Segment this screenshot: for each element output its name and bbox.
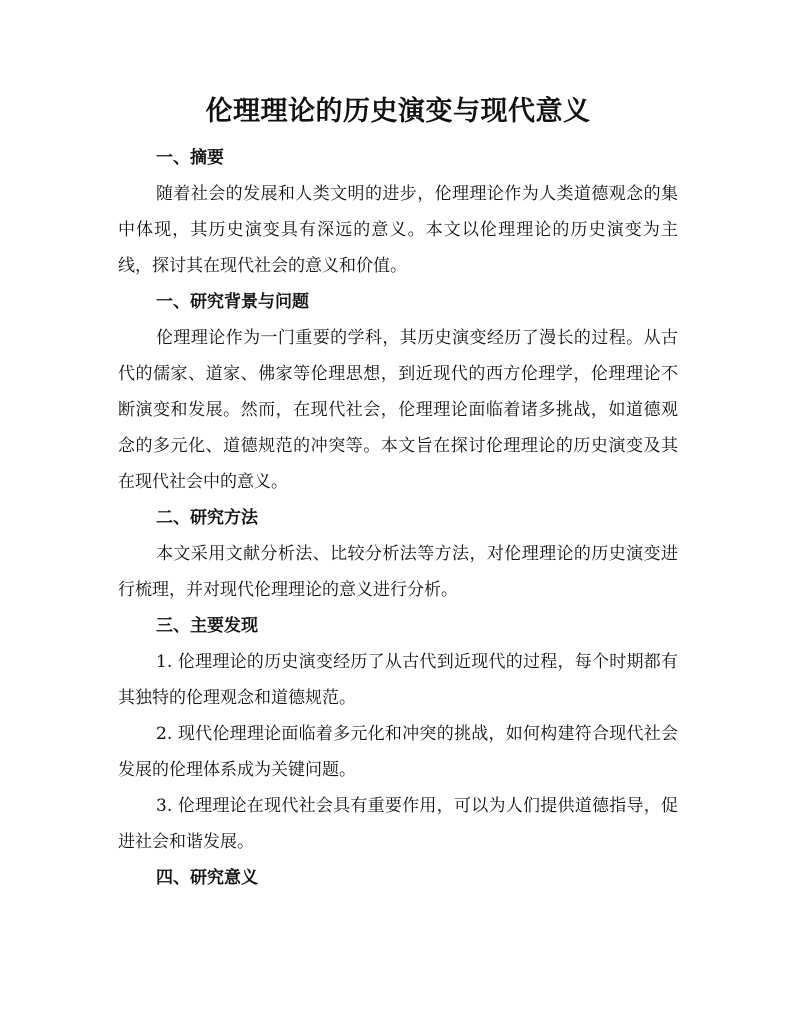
document-title: 伦理理论的历史演变与现代意义 [205, 96, 591, 127]
background-paragraph: 伦理理论作为一门重要的学科，其历史演变经历了漫长的过程。从古代的儒家、道家、佛家等伦理思想，到近现代的西方伦理学，伦理理论不断演变和发展。然而，在现代社会，伦理理论面临着诸多挑战，如道德观念的多元化、道德规范的冲突等。本文旨在探讨伦理理论的历史演变及其在现代社会中的意义。 [118, 328, 678, 492]
finding-item-1: 1. 伦理理论的历史演变经历了从古代到近现代的过程，每个时期都有其独特的伦理观念和道德规范。 [118, 652, 678, 708]
findings-heading: 三、主要发现 [156, 616, 258, 636]
methods-heading: 二、研究方法 [156, 508, 258, 528]
background-heading: 一、研究背景与问题 [156, 292, 309, 312]
finding-item-3: 3. 伦理理论在现代社会具有重要作用，可以为人们提供道德指导，促进社会和谐发展。 [118, 796, 678, 852]
abstract-paragraph: 随着社会的发展和人类文明的进步，伦理理论作为人类道德观念的集中体现，其历史演变具有深远的意义。本文以伦理理论的历史演变为主线，探讨其在现代社会的意义和价值。 [118, 184, 678, 276]
significance-heading: 四、研究意义 [156, 868, 258, 888]
abstract-heading: 一、摘要 [156, 148, 224, 168]
finding-item-2: 2. 现代伦理理论面临着多元化和冲突的挑战，如何构建符合现代社会发展的伦理体系成为关键问题。 [118, 724, 678, 780]
methods-paragraph: 本文采用文献分析法、比较分析法等方法，对伦理理论的历史演变进行梳理，并对现代伦理理论的意义进行分析。 [118, 544, 678, 600]
title-spacer [118, 132, 678, 140]
